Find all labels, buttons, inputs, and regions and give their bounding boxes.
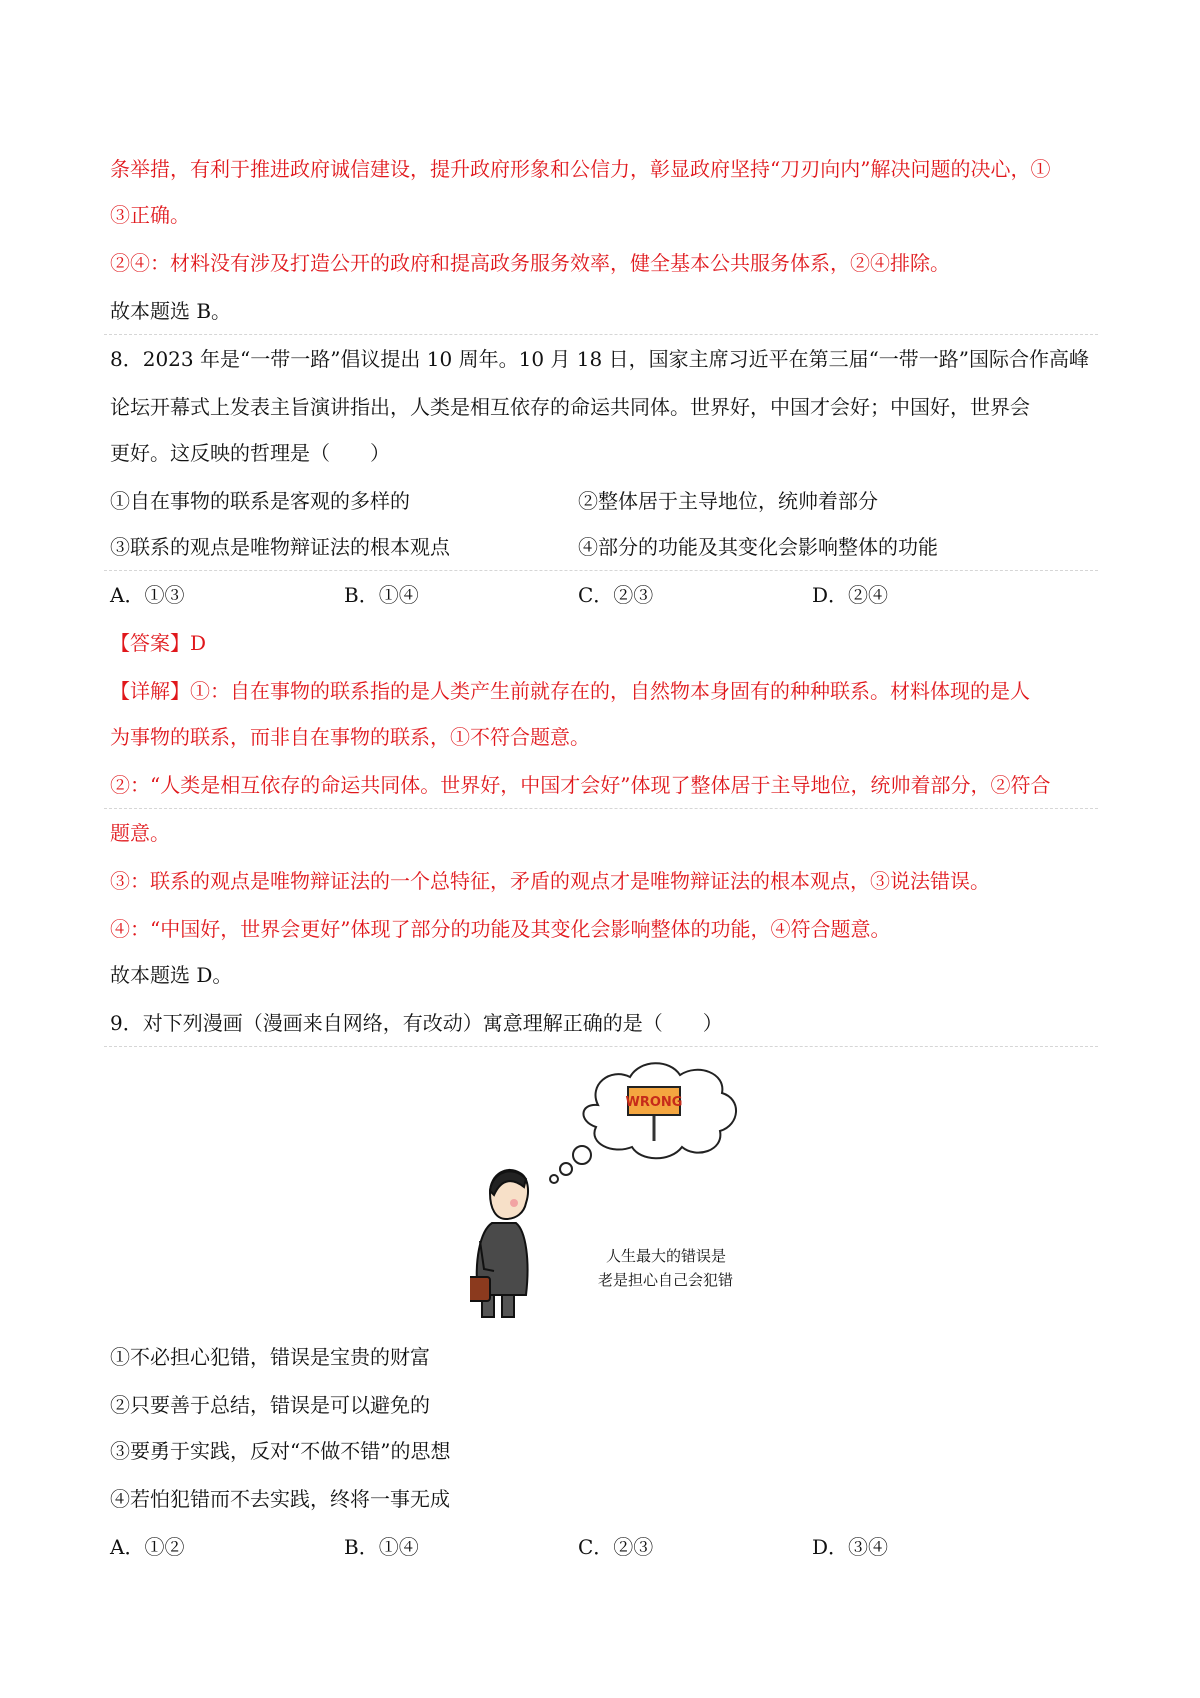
q8-statement-3: ③联系的观点是唯物辩证法的根本观点: [110, 535, 450, 559]
separator: [104, 808, 1098, 809]
q8-explanation-line: ②：“人类是相互依存的命运共同体。世界好，中国才会好”体现了整体居于主导地位，统帅着部分，②符合: [110, 773, 1051, 797]
q9-option-a: A．①②: [110, 1535, 185, 1559]
prev-conclusion: 故本题选 B。: [110, 299, 232, 323]
q8-answer: 【答案】D: [110, 631, 207, 655]
q9-stem: 9．对下列漫画（漫画来自网络，有改动）寓意理解正确的是（ ）: [110, 1011, 723, 1035]
q8-option-d: D．②④: [812, 583, 889, 607]
q9-statement-1: ①不必担心犯错，错误是宝贵的财富: [110, 1345, 430, 1369]
q8-stem-line: 8．2023 年是“一带一路”倡议提出 10 周年。10 月 18 日，国家主席习近平在第三届“一带一路”国际合作高峰: [110, 347, 1090, 371]
separator: [104, 1046, 1098, 1047]
thought-cloud: [550, 1063, 736, 1183]
q9-option-d: D．③④: [812, 1535, 889, 1559]
prev-explanation-line: 条举措，有利于推进政府诚信建设，提升政府形象和公信力，彰显政府坚持“刀刃向内”解决问题的决心，①: [110, 157, 1051, 181]
cartoon-illustration: [470, 1055, 770, 1323]
q8-option-b: B．①④: [344, 583, 419, 607]
man-figure: [470, 1170, 528, 1317]
separator: [104, 570, 1098, 571]
q9-statement-3: ③要勇于实践，反对“不做不错”的思想: [110, 1439, 451, 1463]
q8-explanation-line: ④：“中国好，世界会更好”体现了部分的功能及其变化会影响整体的功能，④符合题意。: [110, 917, 891, 941]
q8-option-a: A．①③: [110, 583, 185, 607]
cartoon-caption-line: 人生最大的错误是: [606, 1247, 727, 1265]
q8-statement-2: ②整体居于主导地位，统帅着部分: [578, 489, 878, 513]
q8-explanation-line: ③：联系的观点是唯物辩证法的一个总特征，矛盾的观点才是唯物辩证法的根本观点，③说法错误。: [110, 869, 990, 893]
q9-option-c: C．②③: [578, 1535, 654, 1559]
q9-statement-4: ④若怕犯错而不去实践，终将一事无成: [110, 1487, 450, 1511]
separator: [104, 334, 1098, 335]
q8-explanation-line: 为事物的联系，而非自在事物的联系，①不符合题意。: [110, 725, 590, 749]
q9-option-b: B．①④: [344, 1535, 419, 1559]
q9-statement-2: ②只要善于总结，错误是可以避免的: [110, 1393, 430, 1417]
q8-stem-line: 更好。这反映的哲理是（ ）: [110, 441, 390, 465]
q8-statement-4: ④部分的功能及其变化会影响整体的功能: [578, 535, 938, 559]
q8-conclusion: 故本题选 D。: [110, 963, 233, 987]
q8-explanation-line: 【详解】①：自在事物的联系指的是人类产生前就存在的，自然物本身固有的种种联系。材料体现的是人: [110, 679, 1030, 703]
q8-explanation-line: 题意。: [110, 821, 170, 845]
cartoon-caption-line: 老是担心自己会犯错: [598, 1271, 734, 1289]
q8-option-c: C．②③: [578, 583, 654, 607]
prev-explanation-line: ②④：材料没有涉及打造公开的政府和提高政务服务效率，健全基本公共服务体系，②④排除。: [110, 251, 950, 275]
sign-text: WRONG: [625, 1095, 683, 1110]
q8-statement-1: ①自在事物的联系是客观的多样的: [110, 489, 410, 513]
q8-stem-line: 论坛开幕式上发表主旨演讲指出，人类是相互依存的命运共同体。世界好，中国才会好；中国好，世界会: [110, 395, 1030, 419]
prev-explanation-line: ③正确。: [110, 203, 190, 227]
